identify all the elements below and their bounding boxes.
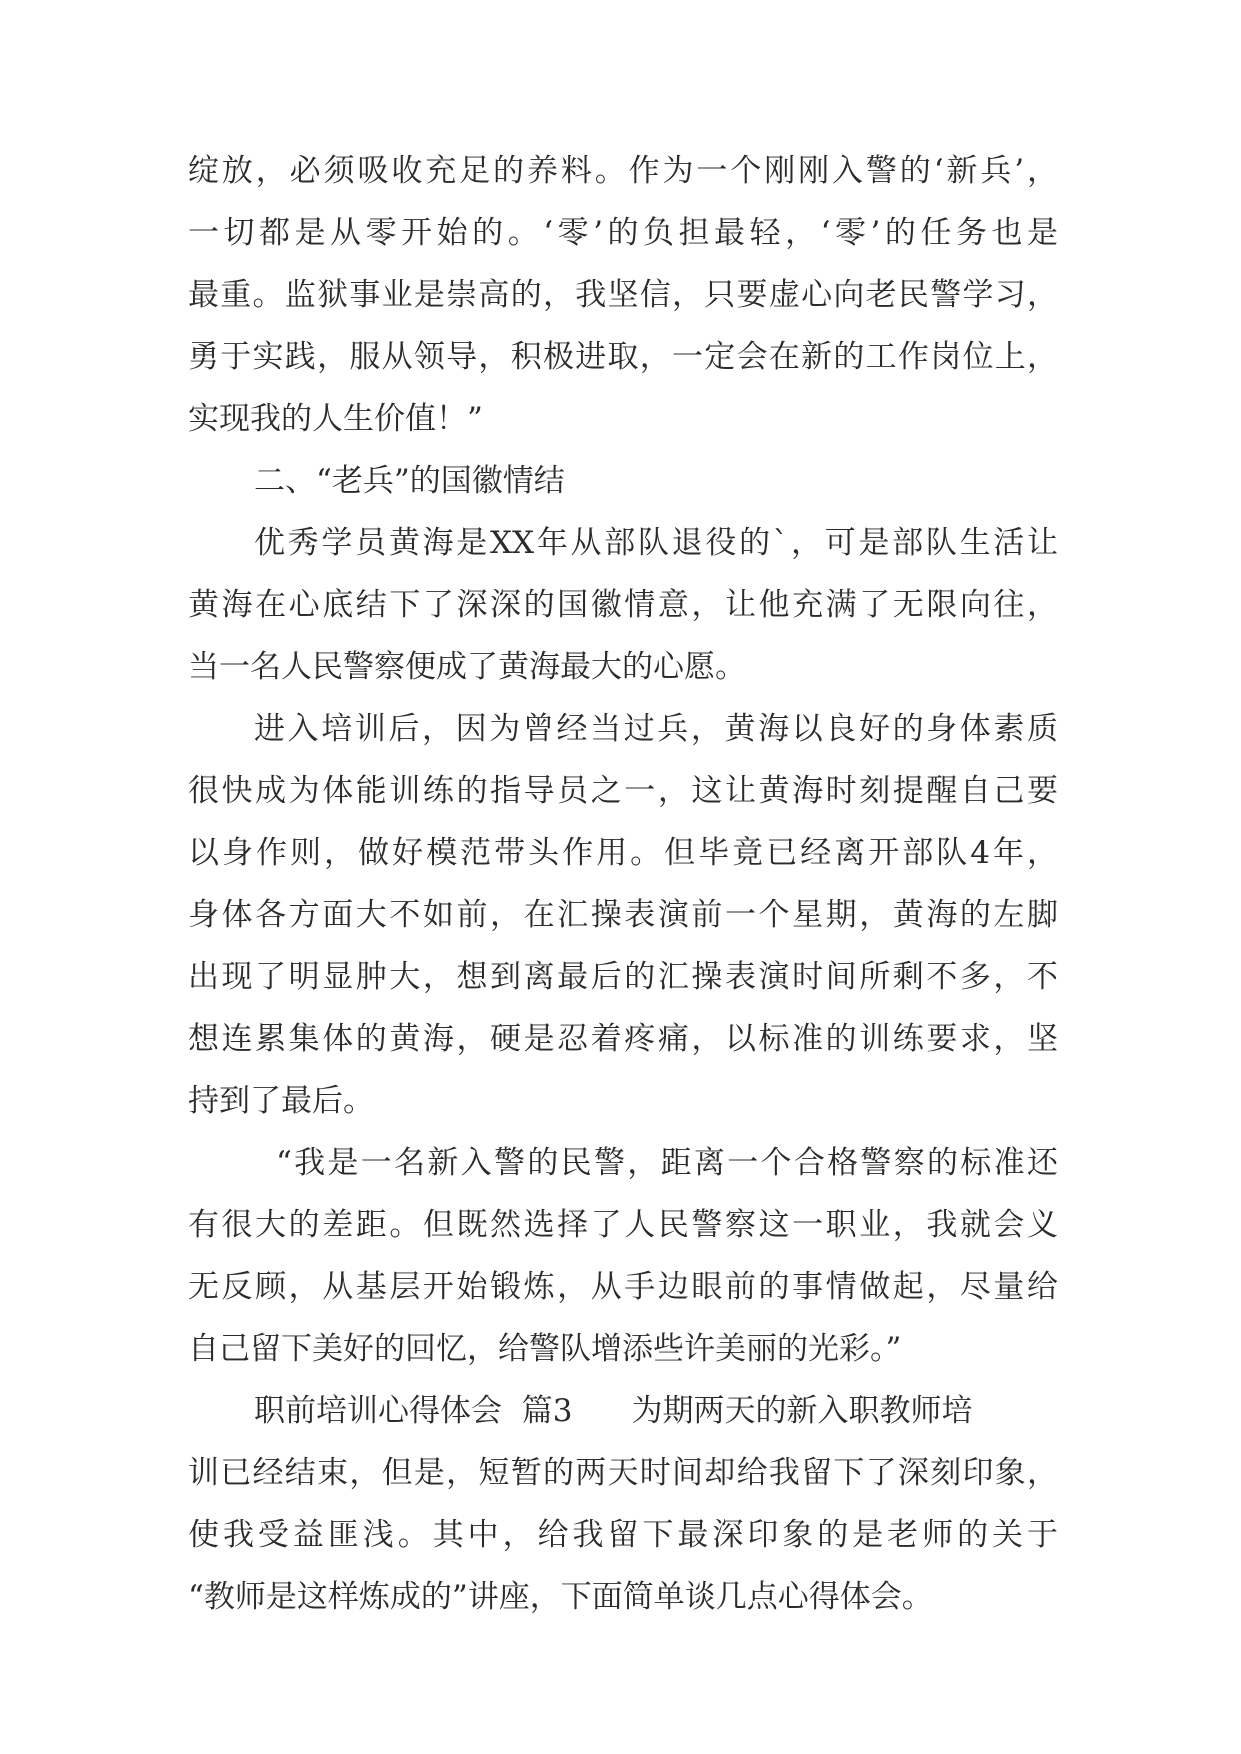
text-line: “我是一名新入警的民警，距离一个合格警察的标准还 [276, 1145, 1058, 1181]
text-line: 无反顾，从基层开始锻炼，从手边眼前的事情做起，尽量给 [188, 1269, 1058, 1305]
text-line: 最重。监狱事业是崇高的，我坚信，只要虚心向老民警学习， [188, 277, 1058, 313]
text-line: 绽放，必须吸收充足的养料。作为一个刚刚入警的‘新兵’， [188, 153, 1058, 189]
text-line: 职前培训心得体会 篇3 为期两天的新入职教师培 [254, 1393, 973, 1429]
text-line: 持到了最后。 [188, 1083, 374, 1119]
text-line: 黄海在心底结下了深深的国徽情意，让他充满了无限向往， [188, 587, 1058, 623]
text-line: 实现我的人生价值！” [188, 401, 483, 437]
text-line: 勇于实践，服从领导，积极进取，一定会在新的工作岗位上， [188, 339, 1058, 375]
text-line: 以身作则，做好模范带头作用。但毕竟已经离开部队4年， [188, 835, 1058, 871]
text-line: 一切都是从零开始的。‘零’的负担最轻，‘零’的任务也是 [188, 215, 1058, 251]
section-heading: 二、“老兵”的国徽情结 [254, 463, 565, 499]
text-line: 自己留下美好的回忆，给警队增添些许美丽的光彩。” [188, 1331, 902, 1367]
text-line: 进入培训后，因为曾经当过兵，黄海以良好的身体素质 [254, 711, 1058, 747]
text-line: 想连累集体的黄海，硬是忍着疼痛，以标准的训练要求，坚 [188, 1021, 1058, 1057]
text-line: “教师是这样炼成的”讲座，下面简单谈几点心得体会。 [188, 1579, 933, 1615]
text-line: 出现了明显肿大，想到离最后的汇操表演时间所剩不多，不 [188, 959, 1058, 995]
text-line: 使我受益匪浅。其中，给我留下最深印象的是老师的关于 [188, 1517, 1058, 1553]
text-line: 身体各方面大不如前，在汇操表演前一个星期，黄海的左脚 [188, 897, 1058, 933]
text-line: 优秀学员黄海是XX年从部队退役的`，可是部队生活让 [254, 525, 1058, 561]
text-line: 当一名人民警察便成了黄海最大的心愿。 [188, 649, 746, 685]
text-line: 很快成为体能训练的指导员之一，这让黄海时刻提醒自己要 [188, 773, 1058, 809]
text-line: 有很大的差距。但既然选择了人民警察这一职业，我就会义 [188, 1207, 1058, 1243]
text-line: 训已经结束，但是，短暂的两天时间却给我留下了深刻印象， [188, 1455, 1058, 1491]
